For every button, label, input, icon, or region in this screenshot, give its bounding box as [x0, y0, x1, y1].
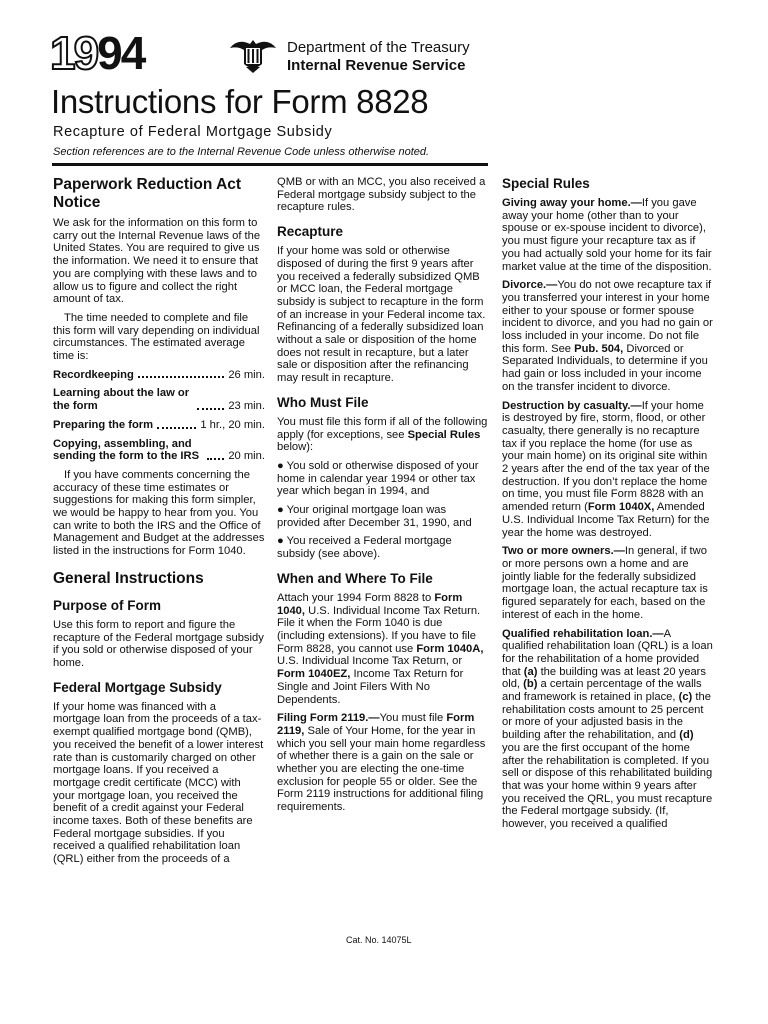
- department-name: Department of the Treasury: [287, 39, 470, 56]
- page-subtitle: Recapture of Federal Mortgage Subsidy: [53, 124, 333, 140]
- heading-who-must-file: Who Must File: [277, 394, 369, 410]
- time-estimate-row: Recordkeeping 26 min.: [53, 368, 265, 381]
- heading-when-where: When and Where To File: [277, 570, 433, 586]
- list-item: ● You received a Federal mortgage subsidy (see above).: [277, 535, 452, 561]
- recapture-paragraph: If your home was sold or otherwise disposed of during the first 9 years after you received a federally subsidized QMB or MCC loan, the Federal mortgage subsidy is subject to recapture in the form of an increase in your Federal income tax. Refinancing of a federally subsidized loan without a sale or disposition of the home does not result in recapture, but a later sale or disposition after the refinancing may result in recapture.: [277, 245, 486, 385]
- column-3: [502, 176, 714, 837]
- time-estimate-row: Copying, assembling, and sending the form to the IRS 20 min.: [53, 437, 265, 463]
- when-where-paragraph: Attach your 1994 Form 8828 to Form 1040, U.S. Individual Income Tax Return. File it when the Form 1040 is due (including extensions). If you have to file Form 8828, you cannot use Form 1040A, U.S. Individual Income Tax Return, or Form 1040EZ, Income Tax Return for Single and Joint Filers With No Dependents.: [277, 591, 484, 706]
- paperwork-paragraph-2: The time needed to complete and file this form will vary depending on individual circumstances. The estimated average time is:: [53, 311, 260, 363]
- column-1: [53, 176, 265, 872]
- list-item: ● You sold or otherwise disposed of your home in calendar year 1994 or other tax year which began in 1994, and: [277, 459, 479, 498]
- time-estimate-row: Learning about the law or the form 23 min.: [53, 387, 265, 413]
- who-must-file-paragraph: You must file this form if all of the following apply (for exceptions, see Special Rules below):: [277, 415, 488, 454]
- subsidy-paragraph: If your home was financed with a mortgage loan from the proceeds of a tax-exempt qualified mortgage bond (QMB), you received the benefit of a lower interest rate than is customarily charged on other mortgage loans. If you received a mortgage credit certificate (MCC) with your mortgage loan, you received the benefit of a credit against your Federal income taxes. Both of these benefits are Federal mortgage subsidies. If you received a qualified rehabilitation loan (QRL) either from the proceeds of a: [53, 700, 264, 866]
- giving-away-paragraph: Giving away your home.—If you gave away your home (other than to your spouse or ex-spouse incident to divorce), you must figure your recapture tax as if you had actually sold your home for its fair market value at the time of the disposition.: [502, 197, 712, 273]
- heading-purpose: Purpose of Form: [53, 597, 162, 613]
- heading-federal-subsidy: Federal Mortgage Subsidy: [53, 679, 222, 695]
- list-item: ● Your original mortgage loan was provided after December 31, 1990, and: [277, 504, 472, 529]
- irs-eagle-logo-icon: [228, 34, 278, 74]
- heading-recapture: Recapture: [277, 224, 344, 240]
- purpose-paragraph: Use this form to report and figure the recapture of the Federal mortgage subsidy if you sold or otherwise disposed of your home.: [53, 618, 264, 669]
- agency-name: Internal Revenue Service: [287, 57, 466, 74]
- catalog-number: Cat. No. 14075L: [346, 935, 412, 945]
- heading-special-rules: Special Rules: [502, 176, 590, 191]
- department-heading: [287, 39, 470, 75]
- casualty-paragraph: Destruction by casualty.—If your home is destroyed by fire, storm, flood, or other casualty, there generally is no recapture tax if you replace the home (for use as your main home) on its original site within 2 years after the end of the tax year of the destruction. If you don’t replace the home on time, you must file Form 8828 with an amended return (Form 1040X, Amended U.S. Individual Income Tax Return) for the year the home was destroyed.: [502, 399, 710, 539]
- header-divider: [52, 163, 488, 166]
- form-year: 1994: [50, 27, 145, 79]
- section-references-note: Section references are to the Internal Revenue Code unless otherwise noted.: [53, 146, 430, 158]
- page-title: Instructions for Form 8828: [51, 83, 429, 120]
- two-owners-paragraph: Two or more owners.—In general, if two or more persons own a home and are jointly liable for the federally subsidized mortgage loan, the actual recapture tax is figured separately for each, based on the interest of each in the home.: [502, 545, 708, 621]
- divorce-paragraph: Divorce.—You do not owe recapture tax if you transferred your interest in your home either to your spouse or former spouse incident to divorce, and you had no gain or loss included in your income. Do not file this form. See Pub. 504, Divorced or Separated Individuals, to determine if you had gain or loss included in your income on the transfer incident to divorce.: [502, 279, 713, 393]
- rehabilitation-loan-paragraph: Qualified rehabilitation loan.—A qualified rehabilitation loan (QRL) is a loan for the rehabilitation of a home provided that (a) the building was at least 20 years old, (b) a certain percentage of the walls and framework is retained in place, (c) the rehabilitation costs amount to 25 percent or more of your adjusted basis in the building after the rehabilitation, and (d) you are the first occupant of the home after the rehabilitation is completed. If you sell or dispose of this rehabilitated building that was your home within 9 years after you received the QRL, you must recapture the Federal mortgage subsidy. (If, however, you received a qualified: [502, 627, 713, 831]
- paperwork-paragraph-3: If you have comments concerning the accuracy of these time estimates or suggestions for making this form simpler, we would be happy to hear from you. You can write to both the IRS and the Office of Management and Budget at the addresses listed in the instructions for Form 1040.: [53, 468, 265, 558]
- heading-paperwork: Paperwork Reduction Act Notice: [53, 176, 242, 211]
- subsidy-continued-paragraph: QMB or with an MCC, you also received a Federal mortgage subsidy subject to the recapture rules.: [277, 176, 486, 214]
- paperwork-paragraph-1: We ask for the information on this form to carry out the Internal Revenue laws of the United States. You are required to give us the information. We need it to ensure that you are complying with these laws and to allow us to figure and collect the right amount of tax.: [53, 217, 261, 306]
- filing-form-2119-paragraph: Filing Form 2119.—You must file Form 2119, Sale of Your Home, for the year in which you sell your main home regardless of whether there is a gain on the sale or whether you are electing the one-time exclusion for people 55 or older. See the Form 2119 instructions for additional filing requirements.: [277, 712, 486, 814]
- time-estimate-row: Preparing the form 1 hr., 20 min.: [53, 418, 265, 431]
- column-2: [277, 176, 489, 820]
- heading-general-instructions: General Instructions: [53, 569, 204, 587]
